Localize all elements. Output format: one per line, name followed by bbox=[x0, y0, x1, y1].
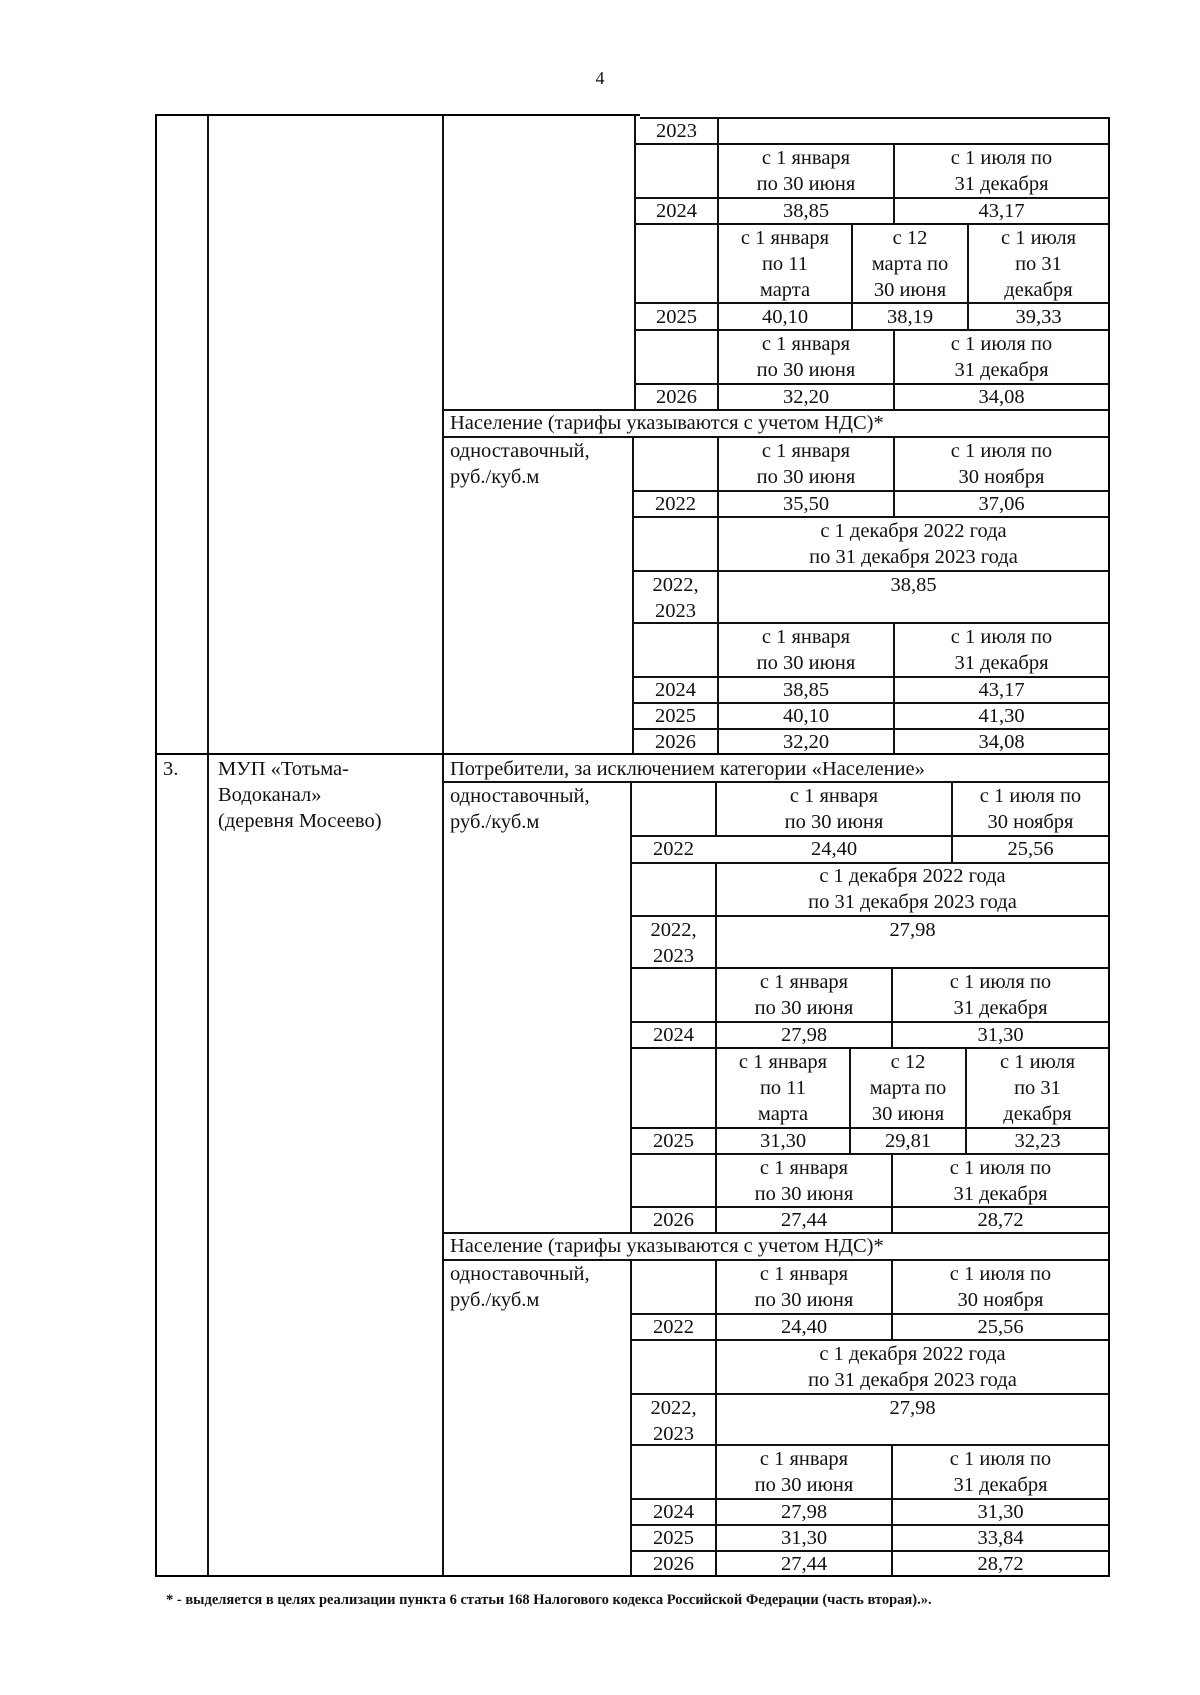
tariff-value: 38,85 bbox=[890, 574, 937, 596]
period-header: с 1 января по 30 июня bbox=[754, 971, 854, 1019]
tariff-value: 24,40 bbox=[780, 1316, 828, 1338]
organization-name: МУП «Тотьма- Водоканал» (деревня Мосеево) bbox=[218, 758, 382, 832]
tariff-value: 38,85 bbox=[782, 200, 830, 222]
year-cell: 2024 bbox=[655, 679, 696, 701]
period-header: с 1 июля по 31 декабря bbox=[1000, 227, 1077, 301]
tariff-value: 27,98 bbox=[780, 1501, 828, 1523]
footnote: * - выделяется в целях реализации пункта 6 статьи 168 Налогового кодекса Российской Федерации (часть вторая).». bbox=[166, 1592, 932, 1608]
period-header: с 1 декабря 2022 года по 31 декабря 2023 года bbox=[809, 520, 1018, 568]
year-cell: 2022, 2023 bbox=[650, 919, 697, 967]
year-cell: 2022, 2023 bbox=[652, 574, 699, 622]
year-cell: 2026 bbox=[653, 1209, 694, 1231]
tariff-type: одноставочный, руб./куб.м bbox=[450, 1263, 590, 1311]
tariff-value: 39,33 bbox=[1015, 306, 1062, 328]
tariff-value: 31,30 bbox=[780, 1527, 828, 1549]
tariff-value: 25,56 bbox=[1007, 838, 1054, 860]
period-header: с 1 июля по 31 декабря bbox=[950, 333, 1053, 381]
tariff-value: 28,72 bbox=[977, 1209, 1024, 1231]
tariff-value: 27,98 bbox=[889, 919, 936, 941]
tariff-value: 27,44 bbox=[780, 1553, 828, 1575]
tariff-value: 32,23 bbox=[1014, 1130, 1061, 1152]
year-cell: 2022 bbox=[655, 493, 696, 515]
tariff-value: 43,17 bbox=[978, 200, 1025, 222]
tariff-value: 38,19 bbox=[886, 306, 934, 328]
category-header: Население (тарифы указываются с учетом НДС)* bbox=[450, 1235, 884, 1257]
year-cell: 2025 bbox=[653, 1130, 694, 1152]
tariff-value: 29,81 bbox=[884, 1130, 932, 1152]
period-header: с 1 января по 30 июня bbox=[754, 1448, 854, 1496]
tariff-value: 31,30 bbox=[977, 1024, 1024, 1046]
period-header: с 1 января по 30 июня bbox=[754, 1157, 854, 1205]
tariff-type: одноставочный, руб./куб.м bbox=[450, 440, 590, 488]
tariff-value: 33,84 bbox=[977, 1527, 1024, 1549]
year-cell: 2024 bbox=[656, 200, 697, 222]
row-number: 3. bbox=[163, 758, 179, 780]
category-header: Потребители, за исключением категории «Население» bbox=[450, 758, 925, 780]
tariff-value: 31,30 bbox=[759, 1130, 807, 1152]
period-header: с 1 января по 30 июня bbox=[754, 1263, 854, 1311]
year-cell: 2024 bbox=[653, 1501, 694, 1523]
tariff-value: 35,50 bbox=[782, 493, 830, 515]
tariff-value: 25,56 bbox=[977, 1316, 1024, 1338]
tariff-value: 27,98 bbox=[780, 1024, 828, 1046]
period-header: с 1 июля по 31 декабря bbox=[999, 1051, 1076, 1125]
year-cell: 2022 bbox=[653, 838, 694, 860]
tariff-value: 34,08 bbox=[978, 386, 1025, 408]
year-cell: 2024 bbox=[653, 1024, 694, 1046]
tariff-value: 41,30 bbox=[978, 705, 1025, 727]
page-number: 4 bbox=[595, 68, 605, 88]
category-header: Население (тарифы указываются с учетом НДС)* bbox=[450, 412, 884, 434]
tariff-value: 37,06 bbox=[978, 493, 1025, 515]
year-cell: 2022 bbox=[653, 1316, 694, 1338]
period-header: с 1 июля по 30 ноября bbox=[979, 785, 1082, 833]
year-cell: 2025 bbox=[656, 306, 697, 328]
period-header: с 1 июля по 31 декабря bbox=[950, 626, 1053, 674]
period-header: с 1 января по 11 марта bbox=[738, 1051, 828, 1125]
period-header: с 1 июля по 31 декабря bbox=[949, 971, 1052, 1019]
period-header: с 1 января по 11 марта bbox=[740, 227, 830, 301]
period-header: с 1 января по 30 июня bbox=[756, 147, 856, 195]
period-header: с 1 декабря 2022 года по 31 декабря 2023 года bbox=[808, 1343, 1017, 1391]
year-cell: 2022, 2023 bbox=[650, 1397, 697, 1445]
period-header: с 12 марта по 30 июня bbox=[869, 1051, 947, 1125]
period-header: с 1 января по 30 июня bbox=[756, 626, 856, 674]
tariff-value: 32,20 bbox=[782, 386, 830, 408]
tariff-value: 28,72 bbox=[977, 1553, 1024, 1575]
year-cell: 2026 bbox=[653, 1553, 694, 1575]
period-header: с 12 марта по 30 июня bbox=[871, 227, 949, 301]
tariff-value: 24,40 bbox=[810, 838, 858, 860]
tariff-value: 27,98 bbox=[889, 1397, 936, 1419]
tariff-value: 43,17 bbox=[978, 679, 1025, 701]
period-header: с 1 июля по 31 декабря bbox=[950, 147, 1053, 195]
tariff-value: 40,10 bbox=[761, 306, 809, 328]
period-header: с 1 июля по 30 ноября bbox=[950, 440, 1053, 488]
period-header: с 1 июля по 30 ноября bbox=[949, 1263, 1052, 1311]
year-cell: 2026 bbox=[656, 386, 697, 408]
period-header: с 1 июля по 31 декабря bbox=[949, 1157, 1052, 1205]
year-cell: 2023 bbox=[656, 120, 697, 142]
period-header: с 1 января по 30 июня bbox=[756, 440, 856, 488]
tariff-value: 32,20 bbox=[782, 731, 830, 753]
year-cell: 2026 bbox=[655, 731, 696, 753]
tariff-value: 40,10 bbox=[782, 705, 830, 727]
tariff-value: 31,30 bbox=[977, 1501, 1024, 1523]
period-header: с 1 июля по 31 декабря bbox=[949, 1448, 1052, 1496]
tariff-value: 27,44 bbox=[780, 1209, 828, 1231]
period-header: с 1 января по 30 июня bbox=[756, 333, 856, 381]
period-header: с 1 января по 30 июня bbox=[784, 785, 884, 833]
tariff-value: 38,85 bbox=[782, 679, 830, 701]
year-cell: 2025 bbox=[655, 705, 696, 727]
period-header: с 1 декабря 2022 года по 31 декабря 2023 года bbox=[808, 865, 1017, 913]
tariff-type: одноставочный, руб./куб.м bbox=[450, 785, 590, 833]
tariff-value: 34,08 bbox=[978, 731, 1025, 753]
year-cell: 2025 bbox=[653, 1527, 694, 1549]
